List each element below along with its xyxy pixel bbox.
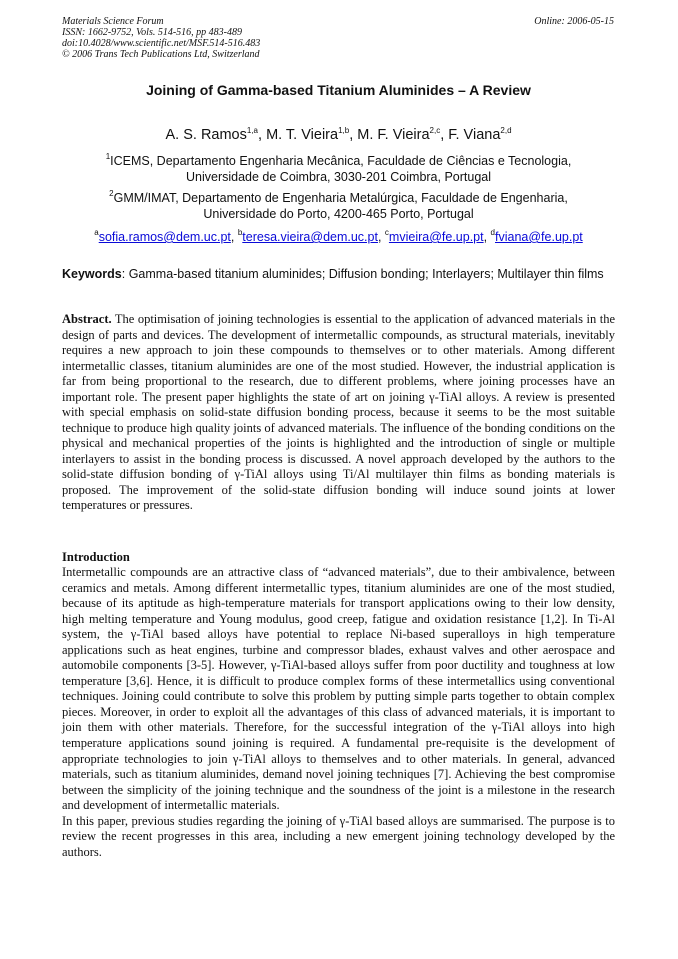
author-superscript: 1,a bbox=[246, 126, 258, 135]
keywords-label: Keywords bbox=[62, 267, 122, 281]
publication-header bbox=[62, 16, 260, 60]
author-name: F. Viana bbox=[448, 127, 501, 143]
author-name: M. T. Vieira bbox=[266, 127, 339, 143]
journal-name: Materials Science Forum bbox=[62, 16, 164, 27]
online-date: Online: 2006-05-15 bbox=[534, 16, 614, 27]
email-superscript: d bbox=[490, 228, 495, 237]
abstract-label: Abstract. bbox=[62, 312, 112, 326]
email-superscript: c bbox=[384, 228, 389, 237]
affiliation-line: Universidade do Porto, 4200-465 Porto, Portugal bbox=[203, 207, 474, 221]
email-superscript: b bbox=[237, 228, 243, 237]
author-list: A. S. Ramos$^{1,a}$, M. T. Vieira$^{1,b}$, M. F. Vieira$^{2,c}$, F. Viana$^{2,d}$ bbox=[165, 126, 512, 143]
copyright-line: © 2006 Trans Tech Publications Ltd, Switzerland bbox=[62, 49, 260, 60]
email-list: $^a$sofia.ramos@dem.uc.pt, $^b$teresa.vieira@dem.uc.pt, $^c$mvieira@fe.up.pt, $^d$fviana@fe.up.pt bbox=[94, 228, 583, 244]
author-superscript: 1,b bbox=[338, 126, 350, 135]
affiliation-line: Universidade de Coimbra, 3030-201 Coimbra, Portugal bbox=[185, 170, 492, 184]
email-link[interactable]: teresa.vieira@dem.uc.pt bbox=[242, 230, 378, 244]
email-link[interactable]: mvieira@fe.up.pt bbox=[388, 230, 484, 244]
author-name: M. F. Vieira bbox=[357, 127, 430, 143]
keywords-section bbox=[62, 266, 615, 282]
keywords-text: : Gamma-based titanium aluminides; Diffusion bonding; Interlayers; Multilayer thin films bbox=[121, 267, 604, 281]
author-name: A. S. Ramos bbox=[165, 127, 247, 143]
section-heading: Introduction bbox=[62, 550, 130, 564]
affiliation-2 bbox=[62, 190, 615, 222]
email-link[interactable]: sofia.ramos@dem.uc.pt bbox=[98, 230, 231, 244]
author-superscript: 2,c bbox=[429, 126, 441, 135]
paragraph: In this paper, previous studies regarding the joining of γ-TiAl based alloys are summarised. The purpose is to review the recent progresses in this area, including a new emergent joining technology developed by the authors. bbox=[62, 813, 615, 859]
affiliation-superscript: 2 bbox=[109, 189, 114, 198]
affiliation-1 bbox=[62, 153, 615, 185]
introduction-body bbox=[62, 565, 615, 860]
email-superscript: a bbox=[94, 228, 99, 237]
affiliation-line: GMM/IMAT, Departamento de Engenharia Metalúrgica, Faculdade de Engenharia, bbox=[113, 191, 568, 205]
issn-line: ISSN: 1662-9752, Vols. 514-516, pp 483-489 bbox=[62, 27, 242, 38]
abstract-text: The optimisation of joining technologies is essential to the application of advanced materials in the design of parts and devices. The development of intermetallic compounds, as structural materials, inevitably requires a new approach to join these compounds to themselves or to other materials. Among different intermetallic classes, titanium aluminides are one of the most studied. However, the industrial application is far from being proportional to the research, due to different problems, where joining processes have an important role. The present paper highlights the state of art on joining γ-TiAl alloys. A review is presented with special emphasis on solid-state diffusion bonding process, because it seems to be the most suitable technique to produce high quality joints of advanced materials. The influence of the bonding conditions on the physical and mechanical properties of the joints is highlighted and the introduction of single or multiple interlayers to assist in the bonding process is discussed. A novel approach developed by the authors to the solid-state diffusion bonding of γ-TiAl alloys using Ti/Al multilayer thin films as bonding materials is proposed. The improvement of the solid-state diffusion bonding will induce sound joints at lower temperatures or pressures. bbox=[62, 312, 615, 512]
doi-line: doi:10.4028/www.scientific.net/MSF.514-516.483 bbox=[62, 38, 261, 49]
paragraph: Intermetallic compounds are an attractive class of “advanced materials”, due to their ambivalence, between ceramics and metals. Among different intermetallic types, titanium aluminides are one of the most studied, because of its aptitude as high-temperature materials for transport applications owing to their low density, high melting temperature and Young modulus, good creep, fatigue and oxidation resistance [1,2]. In Ti-Al system, the γ-TiAl based alloys have potential to replace Ni-based superalloys in high temperature applications such as heat engines, turbine and compressor blades, exhaust valves and other aerospace and automobile components [3-5]. However, γ-TiAl-based alloys suffer from poor ductility and toughness at low temperature [3,6]. Hence, it is difficult to produce complex forms of these intermetallics using conventional techniques. Joining could contribute to solve this problem by putting simple parts together to obtain complex pieces. Moreover, in order to exploit all the advantages of this class of advanced materials, it is important to join them with other materials. Therefore, for the successful integration of the γ-TiAl alloys into high temperature applications sound joining is required. A fundamental pre-requisite is the development of appropriate technologies to join γ-TiAl alloys to themselves and to other materials. In general, advanced materials, such as titanium aluminides, demand novel joining techniques [7]. Achieving the best compromise between the simplicity of the joining technique and the soundness of the joint is a milestone in the research and development of intermetallic materials. bbox=[62, 565, 615, 813]
affiliation-superscript: 1 bbox=[105, 152, 111, 161]
author-superscript: 2,d bbox=[500, 126, 512, 135]
affiliation-line: ICEMS, Departamento Engenharia Mecânica, Faculdade de Ciências e Tecnologia, bbox=[110, 154, 572, 168]
email-link[interactable]: fviana@fe.up.pt bbox=[495, 230, 583, 244]
paper-title: Joining of Gamma-based Titanium Aluminides – A Review bbox=[146, 82, 531, 98]
abstract-section bbox=[62, 312, 615, 514]
